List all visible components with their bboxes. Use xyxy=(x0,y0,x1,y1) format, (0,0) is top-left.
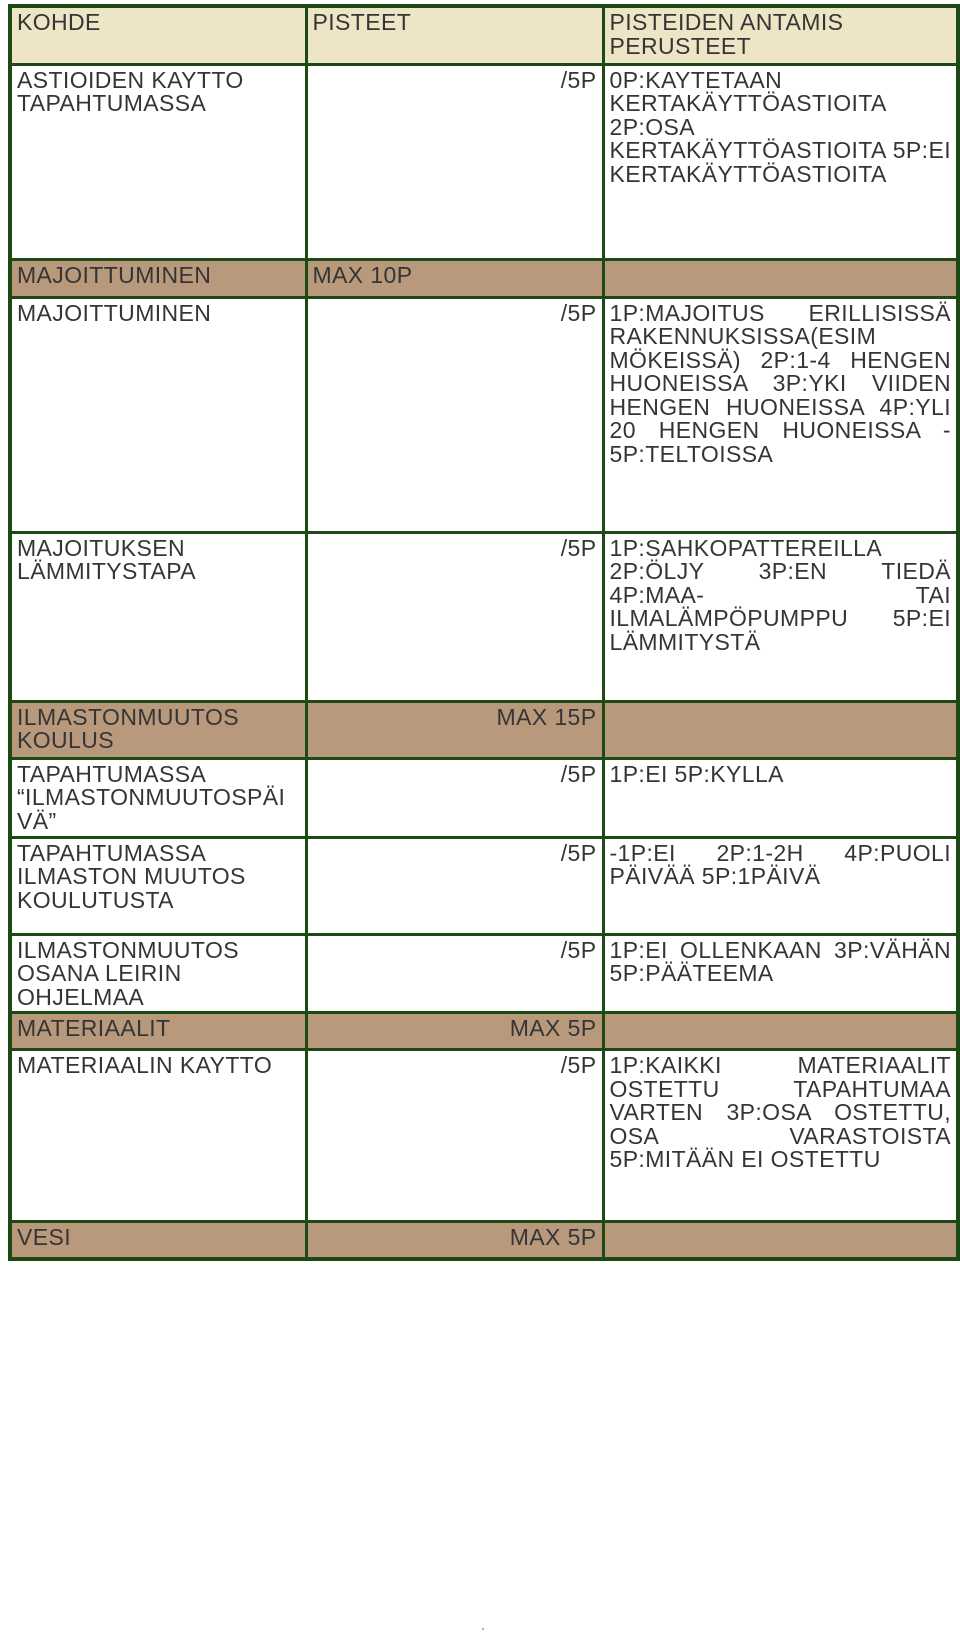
row-pisteet: /5P xyxy=(306,934,603,1013)
row-kohde: ILMASTONMUUTOS OSANA LEIRIN OHJELMAA xyxy=(10,934,306,1013)
section-perusteet xyxy=(603,259,958,297)
header-pisteet: PISTEET xyxy=(306,6,603,64)
section-row xyxy=(10,259,958,297)
header-perusteet: PISTEIDEN ANTAMIS PERUSTEET xyxy=(603,6,958,64)
section-perusteet xyxy=(603,1222,958,1259)
table-header-row xyxy=(10,6,958,64)
row-perusteet: 0P:KAYTETAAN KERTAKÄYTTÖASTIOITA 2P:OSA KERTAKÄYTTÖASTIOITA 5P:EI KERTAKÄYTTÖASTIOITA xyxy=(603,64,958,259)
table-row xyxy=(10,934,958,1013)
section-row xyxy=(10,1222,958,1259)
section-perusteet xyxy=(603,1013,958,1050)
page-speck xyxy=(482,1628,484,1630)
section-kohde: ILMASTONMUUTOS KOULUS xyxy=(10,701,306,758)
scoring-table xyxy=(8,4,960,1261)
section-pisteet: MAX 10P xyxy=(306,259,603,297)
section-kohde: MATERIAALIT xyxy=(10,1013,306,1050)
row-kohde: MAJOITUKSEN LÄMMITYSTAPA xyxy=(10,532,306,701)
row-pisteet: /5P xyxy=(306,64,603,259)
row-perusteet: 1P:MAJOITUS ERILLISISSÄ RAKENNUKSISSA(ESIM MÖKEISSÄ) 2P:1-4 HENGEN HUONEISSA 3P:YKI VIIDEN HENGEN HUONEISSA 4P:YLI 20 HENGEN HUONEISSA - 5P:TELTOISSA xyxy=(603,297,958,532)
row-perusteet: 1P:EI 5P:KYLLA xyxy=(603,758,958,837)
row-pisteet: /5P xyxy=(306,1050,603,1222)
row-perusteet: 1P:KAIKKI MATERIAALIT OSTETTU TAPAHTUMAA VARTEN 3P:OSA OSTETTU, OSA VARASTOISTA 5P:MITÄÄN EI OSTETTU xyxy=(603,1050,958,1222)
row-kohde: MAJOITTUMINEN xyxy=(10,297,306,532)
row-kohde: ASTIOIDEN KAYTTO TAPAHTUMASSA xyxy=(10,64,306,259)
section-kohde: VESI xyxy=(10,1222,306,1259)
table-row xyxy=(10,837,958,934)
section-pisteet: MAX 5P xyxy=(306,1222,603,1259)
row-perusteet: 1P:SAHKOPATTEREILLA 2P:ÖLJY 3P:EN TIEDÄ 4P:MAA- TAI ILMALÄMPÖPUMPPU 5P:EI LÄMMITYSTÄ xyxy=(603,532,958,701)
table-row xyxy=(10,532,958,701)
table-row xyxy=(10,64,958,259)
row-pisteet: /5P xyxy=(306,837,603,934)
row-kohde: TAPAHTUMASSA “ILMASTONMUUTOSPÄIVÄ” xyxy=(10,758,306,837)
table-row xyxy=(10,297,958,532)
section-row xyxy=(10,1013,958,1050)
row-perusteet: 1P:EI OLLENKAAN 3P:VÄHÄN 5P:PÄÄTEEMA xyxy=(603,934,958,1013)
section-row xyxy=(10,701,958,758)
header-kohde: KOHDE xyxy=(10,6,306,64)
row-kohde: TAPAHTUMASSA ILMASTON MUUTOS KOULUTUSTA xyxy=(10,837,306,934)
section-pisteet: MAX 5P xyxy=(306,1013,603,1050)
table-row xyxy=(10,758,958,837)
section-kohde: MAJOITTUMINEN xyxy=(10,259,306,297)
row-perusteet: -1P:EI 2P:1-2H 4P:PUOLI PÄIVÄÄ 5P:1PÄIVÄ xyxy=(603,837,958,934)
table-row xyxy=(10,1050,958,1222)
section-perusteet xyxy=(603,701,958,758)
row-pisteet: /5P xyxy=(306,297,603,532)
row-pisteet: /5P xyxy=(306,758,603,837)
row-kohde: MATERIAALIN KAYTTO xyxy=(10,1050,306,1222)
section-pisteet: MAX 15P xyxy=(306,701,603,758)
row-pisteet: /5P xyxy=(306,532,603,701)
